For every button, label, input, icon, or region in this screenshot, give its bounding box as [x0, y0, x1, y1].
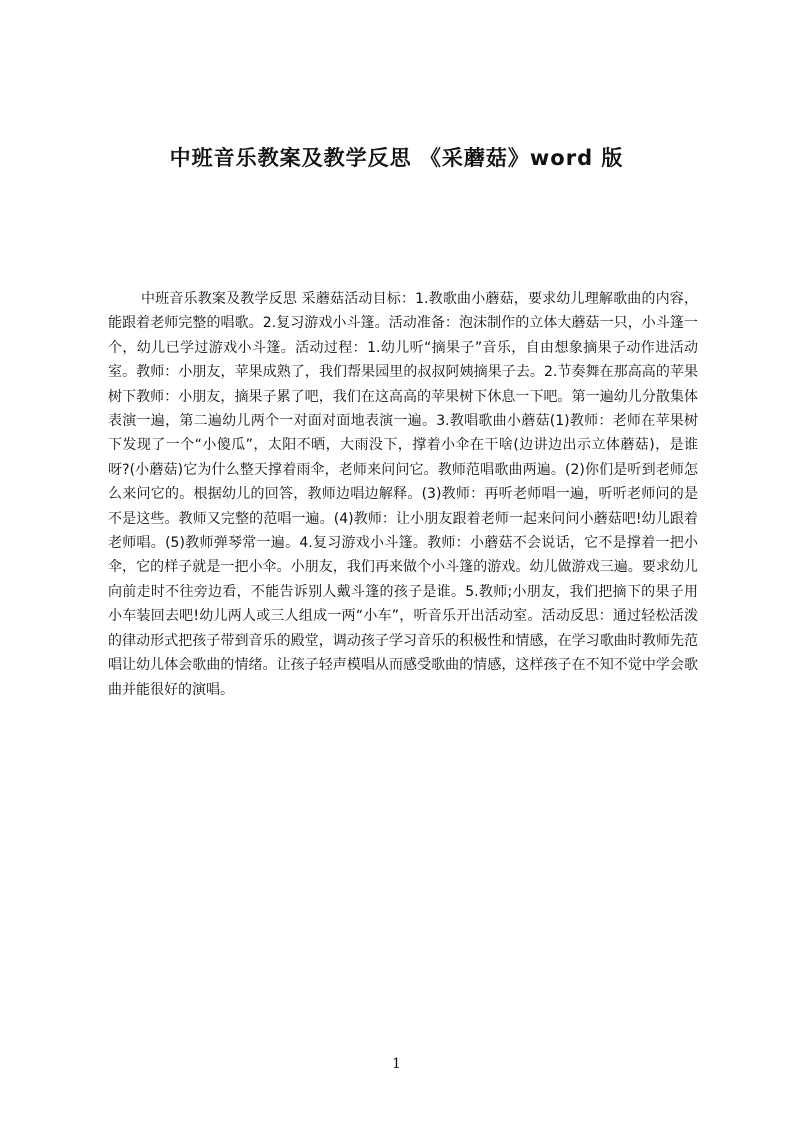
page-number: 1: [392, 1056, 401, 1072]
document-title: 中班音乐教案及教学反思 《采蘑菇》word 版: [169, 146, 624, 170]
document-body-paragraph: 中班音乐教案及教学反思 采蘑菇活动目标：1.教歌曲小蘑菇，要求幼儿理解歌曲的内容，能跟着老师完整的唱歌。2.复习游戏小斗篷。活动准备：泡沫制作的立体大蘑菇一只，小斗篷一个，幼儿已学过游戏小斗篷。活动过程：1.幼儿听“摘果子”音乐，自由想象摘果子动作进活动室。教师：小朋友，苹果成熟了，我们帮果园里的叔叔阿姨摘果子去。2.节奏舞在那高高的苹果树下教师：小朋友，摘果子累了吧，我们在这高高的苹果树下休息一下吧。第一遍幼儿分散集体表演一遍，第二遍幼儿两个一对面对面地表演一遍。3.教唱歌曲小蘑菇(1)教师：老师在苹果树下发现了一个“小傻瓜”，太阳不晒，大雨没下，撑着小伞在干啥(边讲边出示立体蘑菇)，是谁呀?(小蘑菇)它为什么整天撑着雨伞，老师来问问它。教师范唱歌曲两遍。(2)你们是听到老师怎么来问它的。根据幼儿的回答，教师边唱边解释。(3)教师：再听老师唱一遍，听听老师问的是不是这些。教师又完整的范唱一遍。(4)教师：让小朋友跟着老师一起来问问小蘑菇吧!幼儿跟着老师唱。(5)教师弹琴常一遍。4.复习游戏小斗篷。教师：小蘑菇不会说话，它不是撑着一把小伞，它的样子就是一把小伞。小朋友，我们再来做个小斗篷的游戏。幼儿做游戏三遍。要求幼儿向前走时不往旁边看，不能告诉别人戴斗篷的孩子是谁。5.教师;小朋友，我们把摘下的果子用小车装回去吧!幼儿两人或三人组成一两“小车”，听音乐开出活动室。活动反思：通过轻松活泼的律动形式把孩子带到音乐的殿堂，调动孩子学习音乐的积极性和情感，在学习歌曲时教师先范唱让幼儿体会歌曲的情绪。让孩子轻声模唱从而感受歌曲的情感，这样孩子在不知不觉中学会歌曲并能很好的演唱。: [108, 291, 698, 698]
